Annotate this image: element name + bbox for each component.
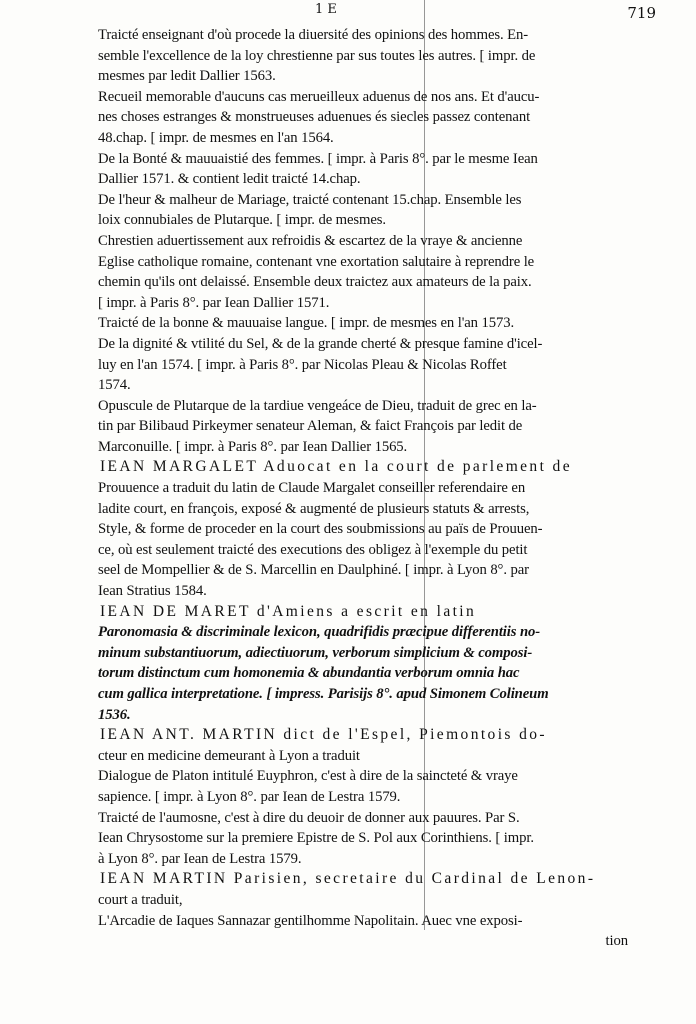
text-line: sapience. [ impr. à Lyon 8°. par Iean de Lestra 1579. — [98, 788, 401, 805]
text-line: Dallier 1571. & contient ledit traicté 14.chap. — [98, 171, 361, 188]
running-head-mark: 1 E — [315, 2, 337, 17]
page-number: 719 — [627, 4, 656, 22]
text-line: à Lyon 8°. par Iean de Lestra 1579. — [98, 850, 302, 867]
body-text — [98, 25, 628, 952]
text-line: L'Arcadie de Iaques Sannazar gentilhomme Napolitain. Auec vne exposi- — [98, 912, 523, 929]
catchword: tion — [605, 933, 628, 950]
text-line: Chrestien aduertissement aux refroidis & escartez de la vraye & ancienne — [98, 232, 523, 249]
text-line: Iean Chrysostome sur la premiere Epistre de S. Pol aux Corinthiens. [ impr. — [98, 830, 534, 847]
text-line: [ impr. à Paris 8°. par Iean Dallier 1571. — [98, 294, 330, 311]
italic-title-line: 1536. — [98, 706, 131, 723]
text-line: 48.chap. [ impr. de mesmes en l'an 1564. — [98, 129, 334, 146]
italic-title-line: cum gallica interpretatione. [ impress. Parisijs 8°. apud Simonem Colineum — [98, 686, 549, 702]
text-line: seel de Mompellier & de S. Marcellin en Daulphiné. [ impr. à Lyon 8°. par — [98, 562, 529, 579]
text-line: mesmes par ledit Dallier 1563. — [98, 68, 276, 85]
text-line: ce, où est seulement traicté des executions des obligez à l'exemple du petit — [98, 541, 528, 558]
text-line: Style, & forme de proceder en la court des soubmissions au païs de Prouuen- — [98, 521, 543, 538]
text-line: De l'heur & malheur de Mariage, traicté contenant 15.chap. Ensemble les — [98, 191, 522, 208]
text-line: luy en l'an 1574. [ impr. à Paris 8°. par Nicolas Pleau & Nicolas Roffet — [98, 356, 507, 373]
author-heading-line: IEAN MARTIN Parisien, secretaire du Cardinal de Lenon- — [100, 870, 596, 888]
text-line: Prouuence a traduit du latin de Claude Margalet conseiller referendaire en — [98, 480, 526, 497]
author-heading-line: IEAN ANT. MARTIN dict de l'Espel, Piemontois do- — [100, 726, 547, 744]
text-line: semble l'excellence de la loy chrestienne par sus toutes les autres. [ impr. de — [98, 47, 536, 64]
text-line: Traicté enseignant d'où procede la diuersité des opinions des hommes. En- — [98, 27, 529, 43]
text-line: Eglise catholique romaine, contenant vne exortation salutaire à reprendre le — [98, 253, 535, 270]
text-line: Dialogue de Platon intitulé Euyphron, c'est à dire de la saincteté & vraye — [98, 768, 518, 785]
italic-title-line: Paronomasia & discriminale lexicon, quadrifidis præcipue differentiis no- — [98, 624, 541, 641]
text-line: chemin qu'ils ont delaissé. Ensemble deux traictez aux amateurs de la paix. — [98, 274, 532, 291]
text-line: loix connubiales de Plutarque. [ impr. de mesmes. — [98, 212, 386, 229]
text-line: nes choses estranges & monstrueuses aduenues és siecles passez contenant — [98, 109, 531, 126]
italic-title-line: minum substantiuorum, adiectiuorum, verborum simplicium & composi- — [98, 644, 533, 661]
text-line: De la dignité & vtilité du Sel, & de la grande cherté & presque famine d'icel- — [98, 335, 543, 352]
text-line: cteur en medicine demeurant à Lyon a traduit — [98, 747, 360, 764]
text-line: Opuscule de Plutarque de la tardiue vengeáce de Dieu, traduit de grec en la- — [98, 397, 537, 414]
text-line: ladite court, en françois, exposé & augmenté de plusieurs statuts & arrests, — [98, 500, 530, 517]
text-line: Traicté de l'aumosne, c'est à dire du deuoir de donner aux pauures. Par S. — [98, 809, 520, 826]
text-line: De la Bonté & mauuaistié des femmes. [ impr. à Paris 8°. par le mesme Iean — [98, 150, 538, 167]
text-line: 1574. — [98, 377, 131, 394]
italic-title-line: torum distinctum cum homonemia & abundantia verborum omnia hac — [98, 665, 520, 682]
text-line: Traicté de la bonne & mauuaise langue. [ impr. de mesmes en l'an 1573. — [98, 315, 515, 332]
page-header — [0, 2, 696, 26]
text-line: Iean Stratius 1584. — [98, 583, 207, 600]
author-heading-line: IEAN DE MARET d'Amiens a escrit en latin — [100, 602, 477, 620]
text-line: tin par Bilibaud Pirkeymer senateur Aleman, & faict François par ledit de — [98, 418, 523, 435]
text-line: Recueil memorable d'aucuns cas merueilleux aduenus de nos ans. Et d'aucu- — [98, 88, 540, 105]
text-line: court a traduit, — [98, 891, 183, 908]
text-line: Marconuille. [ impr. à Paris 8°. par Iean Dallier 1565. — [98, 438, 408, 455]
author-heading-line: IEAN MARGALET Aduocat en la court de parlement de — [100, 458, 572, 476]
